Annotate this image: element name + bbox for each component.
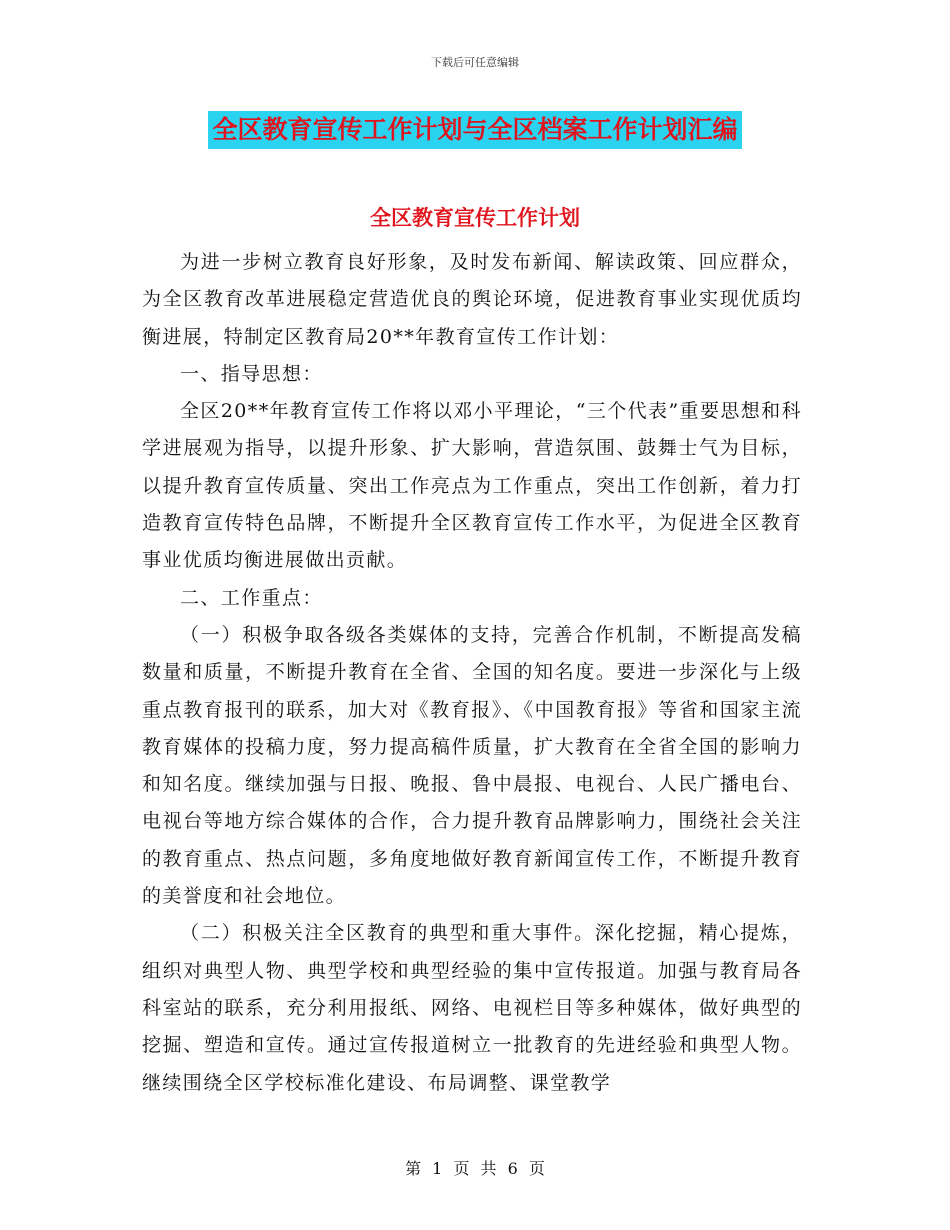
paragraph-focus-1: （一）积极争取各级各类媒体的支持，完善合作机制，不断提高发稿数量和质量，不断提升教育在全省、全国的知名度。要进一步深化与上级重点教育报刊的联系，加大对《教育报》、《中国教育报》等省和国家主流教育媒体的投稿力度，努力提高稿件质量，扩大教育在全省全国的影响力和知名度。继续加强与日报、晚报、鲁中晨报、电视台、人民广播电台、电视台等地方综合媒体的合作，合力提升教育品牌影响力，围绕社会关注的教育重点、热点问题，多角度地做好教育新闻宣传工作，不断提升教育的美誉度和社会地位。 xyxy=(142,623,802,908)
section-title: 全区教育宣传工作计划 xyxy=(370,205,580,230)
paragraph-focus-2: （二）积极关注全区教育的典型和重大事件。深化挖掘，精心提炼，组织对典型人物、典型学校和典型经验的集中宣传报道。加强与教育局各科室站的联系，充分利用报纸、网络、电视栏目等多种媒体，做好典型的挖掘、塑造和宣传。通过宣传报道树立一批教育的先进经验和典型人物。继续围绕全区学校标准化建设、布局调整、课堂教学 xyxy=(142,922,802,1094)
main-title-text: 全区教育宣传工作计划与全区档案工作计划汇编 xyxy=(208,111,741,149)
paragraph-guiding-thought: 全区20**年教育宣传工作将以邓小平理论，“三个代表”重要思想和科学进展观为指导，以提升形象、扩大影响，营造氛围、鼓舞士气为目标，以提升教育宣传质量、突出工作亮点为工作重点，突出工作创新，着力打造教育宣传特色品牌，不断提升全区教育宣传工作水平，为促进全区教育事业优质均衡进展做出贡献。 xyxy=(142,400,802,572)
main-title xyxy=(0,111,950,149)
header-note: 下载后可任意编辑 xyxy=(431,56,519,69)
heading-work-focus: 二、工作重点： xyxy=(180,586,323,609)
page-number: 第 1 页 共 6 页 xyxy=(405,1159,545,1178)
heading-guiding-thought: 一、指导思想： xyxy=(180,362,323,385)
document-body xyxy=(142,244,802,1102)
paragraph-intro: 为进一步树立教育良好形象，及时发布新闻、解读政策、回应群众，为全区教育改革进展稳定营造优良的舆论环境，促进教育事业实现优质均衡进展，特制定区教育局20**年教育宣传工作计划： xyxy=(142,251,802,348)
